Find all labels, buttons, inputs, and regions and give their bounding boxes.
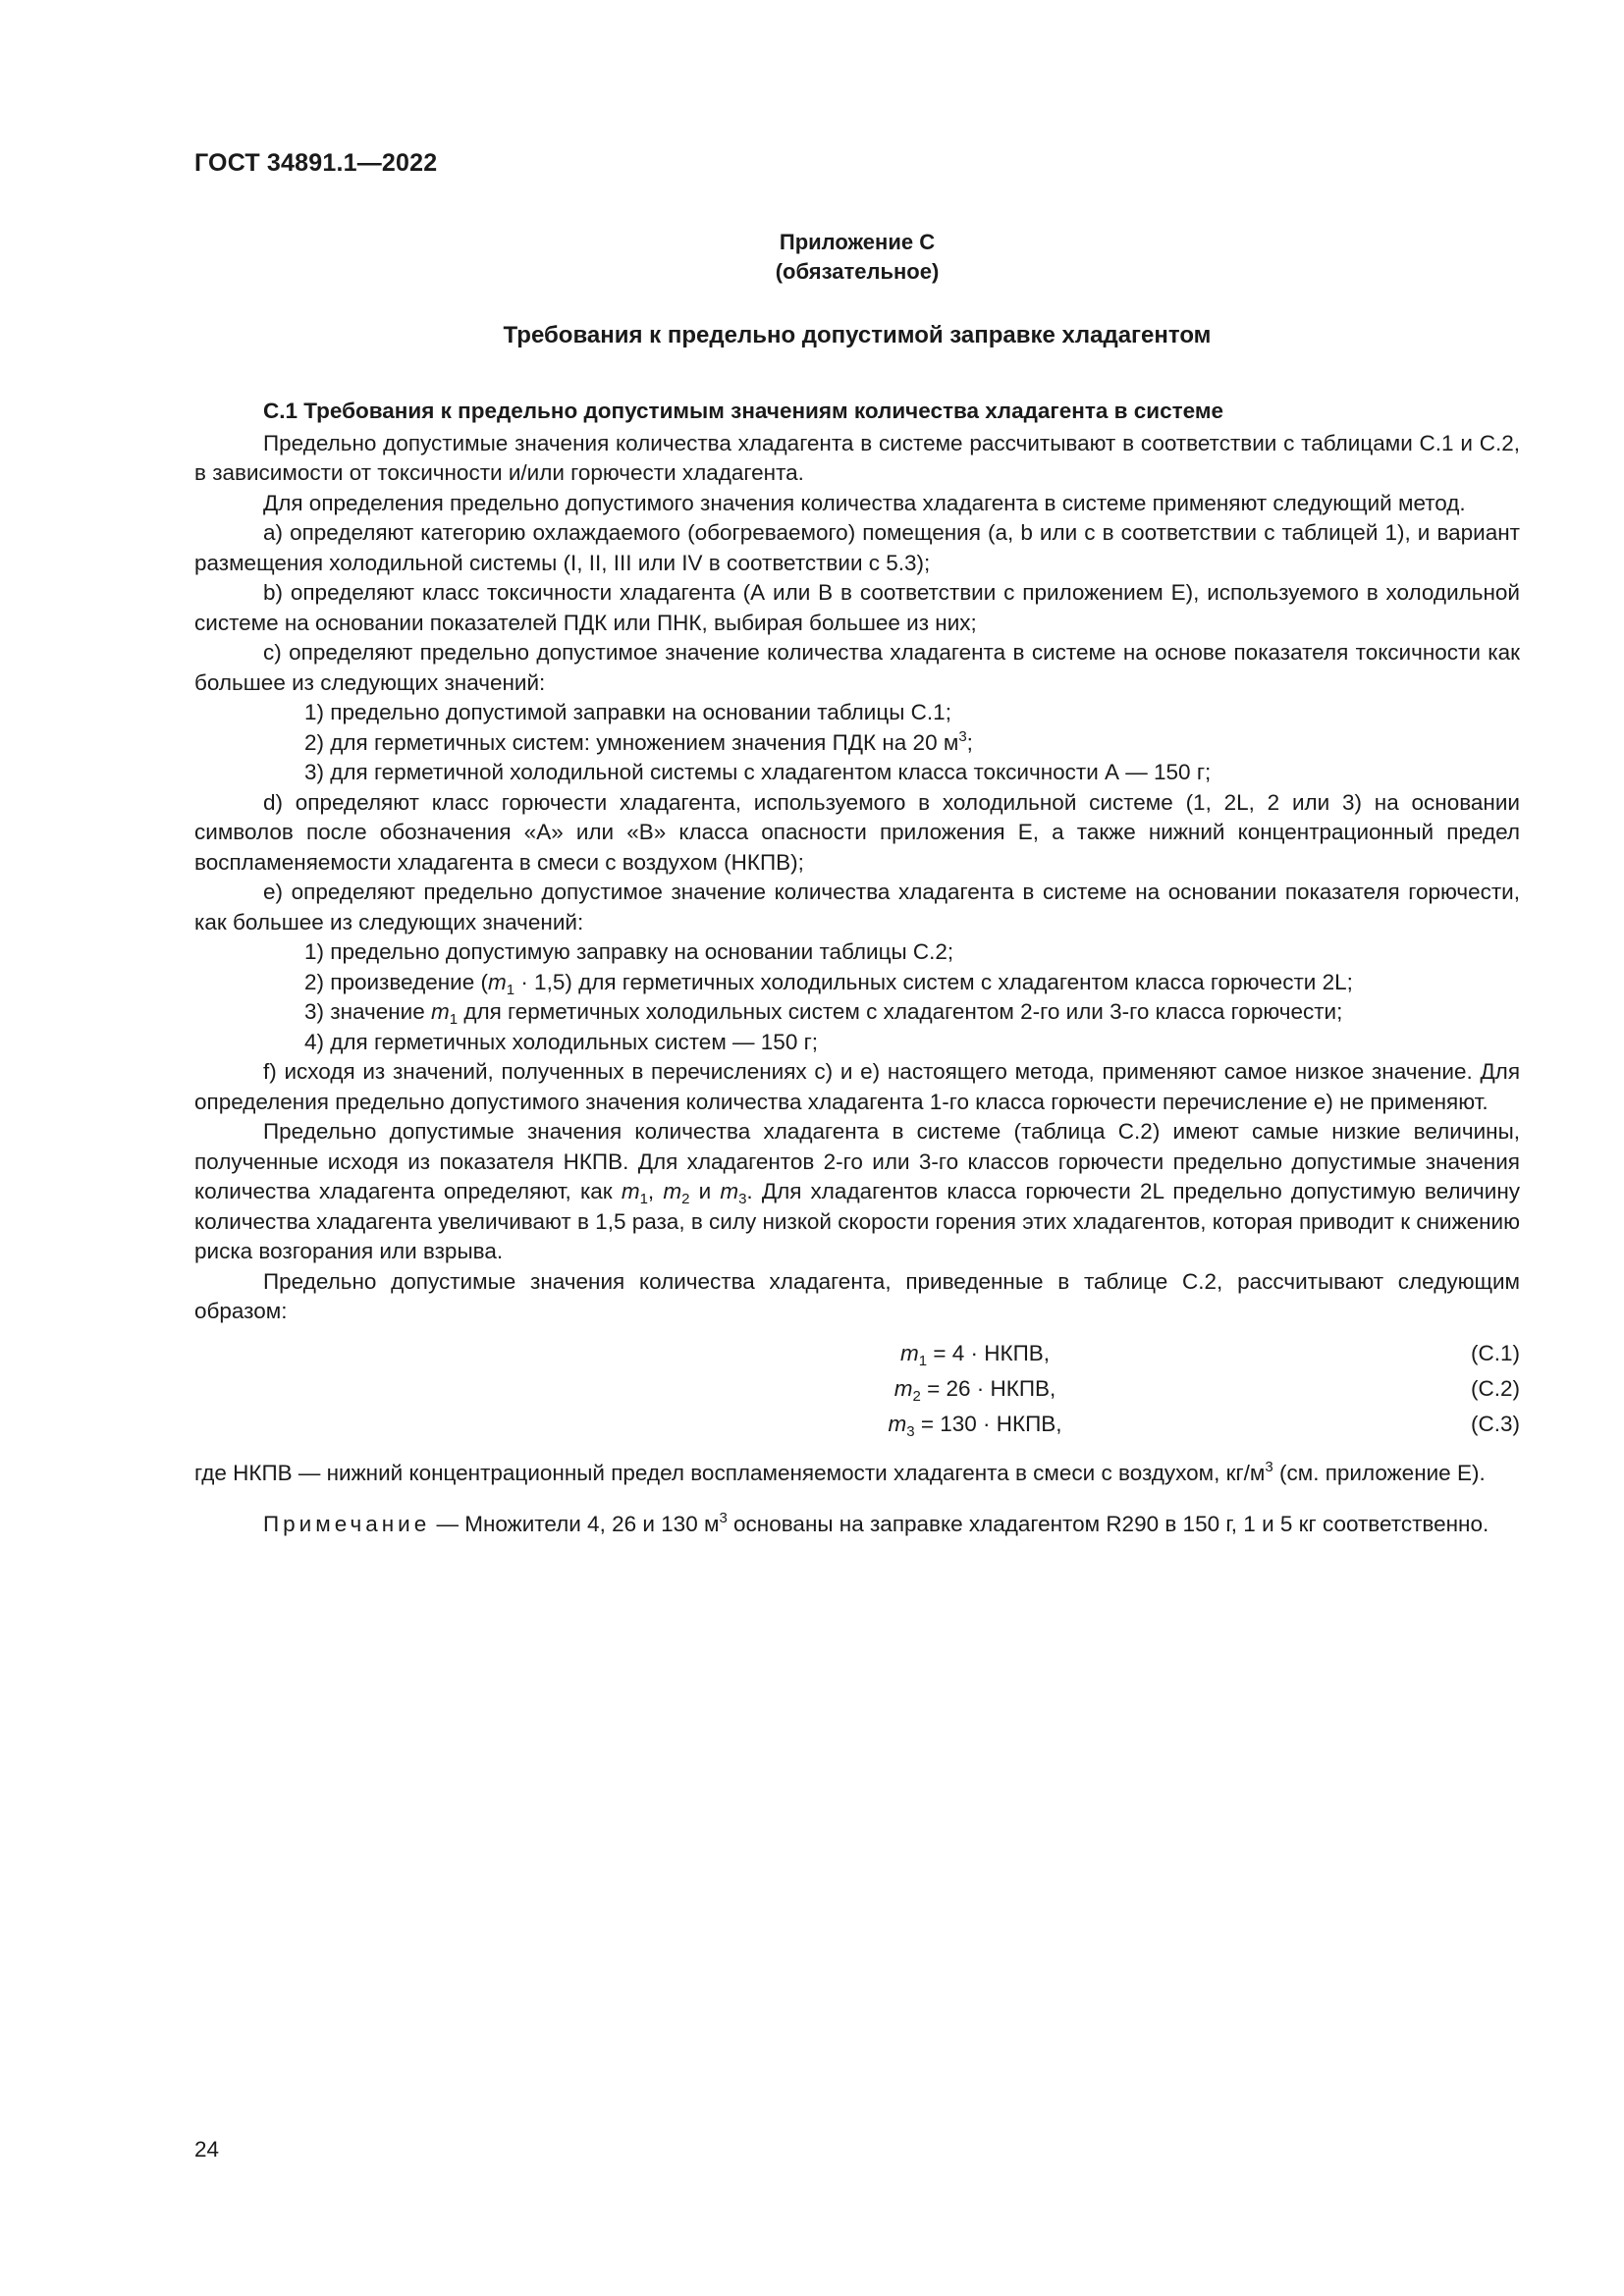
paragraph: Предельно допустимые значения количества хладагента в системе рассчитывают в соответствии с таблицами С.1 и С.2, в зависимости от токсичности и/или горючести хладагента. [194,430,1520,485]
formula-row [194,1410,1520,1445]
formula-expression: $m_1 = 4$ · НКПВ, [899,1340,1051,1369]
formula-number: (С.1) [1471,1340,1520,1365]
formula-block [194,1339,1520,1445]
sub-item-c1: 1) предельно допустимой заправки на основании таблицы С.1; [304,700,951,724]
formula-row [194,1339,1520,1374]
formula-row [194,1374,1520,1410]
sub-item-e2: 2) произведение $(m_1 \cdot 1,5)$ для герметичных холодильных систем с хладагентом класса горючести 2L; [304,969,1353,998]
formula-number: (С.3) [1471,1411,1520,1436]
sub-item-e3: 3) значение $m_1$ для герметичных холодильных систем с хладагентом 2-го или 3-го класса горючести; [304,999,1343,1028]
list-item-b: b) определяют класс токсичности хладагента (А или В в соответствии с приложением Е), используемого в холодильной системе на основании показателей ПДК или ПНК, выбирая большее из них; [194,580,1520,635]
list-item-d: d) определяют класс горючести хладагента, используемого в холодильной системе (1, 2L, 2 или 3) на основании символов после обозначения «А» или «В» класса опасности приложения Е, а также нижний концентрационный предел воспламеняемости хладагента в смеси с воздухом (НКПВ); [194,789,1520,875]
standard-id: ГОСТ 34891.1—2022 [194,149,438,177]
page-number: 24 [194,2137,220,2162]
list-item-c: с) определяют предельно допустимое значение количества хладагента в системе на основе показателя токсичности как большее из следующих значений: [194,640,1520,695]
list-item-e: е) определяют предельно допустимое значение количества хладагента в системе на основании показателя горючести, как большее из следующих значений: [194,880,1520,934]
note-label: Примечание [263,1512,431,1536]
sub-item-e1: 1) предельно допустимую заправку на основании таблицы С.2; [304,939,954,964]
sub-item-c3: 3) для герметичной холодильной системы с хладагентом класса токсичности А — 150 г; [304,760,1212,784]
sub-item-c2: 2) для герметичных систем: умножением значения ПДК на 20 $м^3$; [304,727,973,755]
formula-number: (С.2) [1471,1375,1520,1401]
formula-expression: $m_2 = 26$ · НКПВ, [893,1375,1056,1405]
list-item-f: f) исходя из значений, полученных в перечислениях с) и е) настоящего метода, применяют самое низкое значение. Для определения предельно допустимого значения количества хладагента 1-го класса горючести перечисление е) не применяют. [194,1059,1520,1114]
paragraph: Предельно допустимые значения количества хладагента в системе (таблица С.2) имеют самые низкие величины, полученные исходя из показателя НКПВ. Для хладагентов 2-го или 3-го классов горючести предельно допустимые значения количества хладагента определяют, как $m_1$, $m_2$ и $m_3$. Для хладагентов класса горючести 2L предельно допустимую величину количества хладагента увеличивают в 1,5 раза, в силу низкой скорости горения этих хладагентов, которая приводит к снижению риска возгорания или взрыва. [194,1119,1520,1263]
document-body [194,397,1520,1540]
where-clause: где НКПВ — нижний концентрационный предел воспламеняемости хладагента в смеси с воздухом, $кг/м^3$ (см. приложение Е). [194,1458,1486,1485]
paragraph: Предельно допустимые значения количества хладагента, приведенные в таблице С.2, рассчитывают следующим образом: [194,1268,1520,1323]
section-title: С.1 Требования к предельно допустимым значениям количества хладагента в системе [263,399,1224,423]
paragraph: Для определения предельно допустимого значения количества хладагента в системе применяют следующий метод. [263,490,1466,515]
annex-status: (обязательное) [775,259,940,284]
note: Примечание — Множители 4, 26 и 130 $м^3$ основаны на заправке хладагентом R290 в 150 г, 1 и 5 кг соответственно. [263,1510,1489,1536]
sub-item-e4: 4) для герметичных холодильных систем — 150 г; [304,1029,819,1054]
annex-title: Приложение С [779,230,936,254]
list-item-a: а) определяют категорию охлаждаемого (обогреваемого) помещения (а, b или с в соответствии с таблицей 1), и вариант размещения холодильной системы (I, II, III или IV в соответствии с 5.3); [194,520,1520,575]
annex-heading: Требования к предельно допустимой заправке хладагентом [503,322,1212,348]
formula-expression: $m_3 = 130$ · НКПВ, [888,1411,1062,1440]
